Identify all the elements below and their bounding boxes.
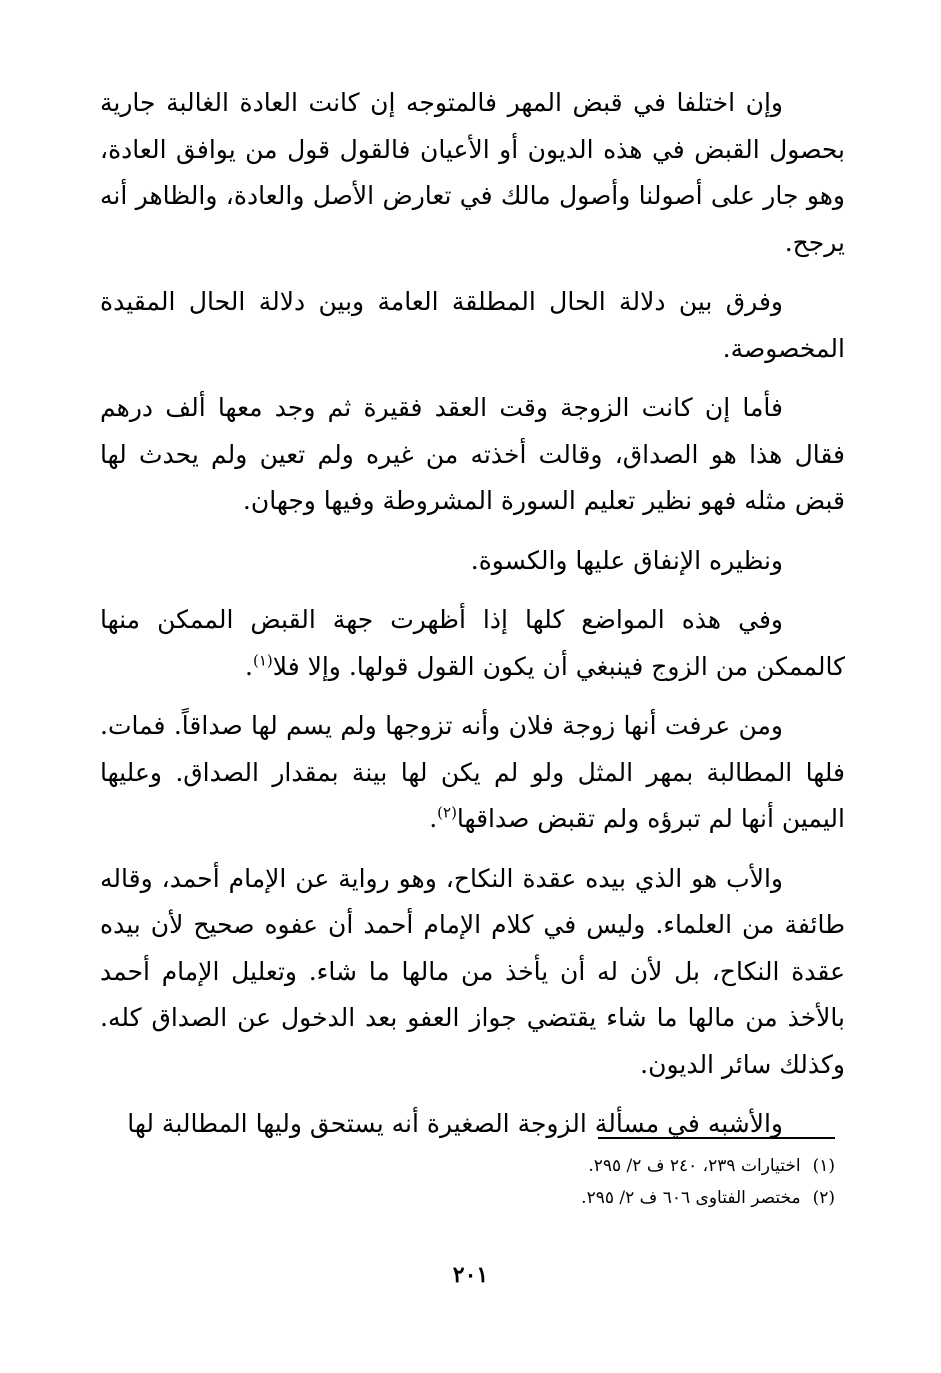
paragraph-text: وإن اختلفا في قبض المهر فالمتوجه إن كانت العادة الغالبة جارية بحصول القبض في هذه الديون أو الأعيان فالقول قول من يوافق العادة، وهو جار على أصولنا وأصول مالك في تعارض الأصل والعادة، والظاهر أنه يرجح. xyxy=(100,88,845,257)
main-text xyxy=(100,80,845,1161)
paragraph-text: والأشبه في مسألة الزوجة الصغيرة أنه يستحق وليها المطالبة لها xyxy=(127,1109,783,1138)
footnote-1 xyxy=(300,1150,835,1182)
footnote-text: مختصر الفتاوى ٦٠٦ ف ٢/ ٢٩٥. xyxy=(581,1188,801,1208)
footnote-text: اختيارات ٢٣٩، ٢٤٠ ف ٢/ ٢٩٥. xyxy=(588,1156,801,1176)
paragraph-4 xyxy=(100,538,845,585)
paragraph-text: وفي هذه المواضع كلها إذا أظهرت جهة القبض الممكن منها كالممكن من الزوج فينبغي أن يكون القول قولها. وإلا فلا xyxy=(100,605,845,681)
paragraph-text: ومن عرفت أنها زوجة فلان وأنه تزوجها ولم يسم لها صداقاً. فمات. فلها المطالبة بمهر المثل ولو لم يكن لها بينة بمقدار الصداق. وعليها اليمين أنها لم تبرؤه ولم تقبض صداقها xyxy=(100,711,845,833)
paragraph-1 xyxy=(100,80,845,266)
paragraph-8 xyxy=(100,1101,845,1148)
paragraph-5 xyxy=(100,597,845,690)
paragraph-7 xyxy=(100,856,845,1089)
paragraph-text-end: . xyxy=(245,651,253,681)
paragraph-2 xyxy=(100,279,845,372)
footnote-number: (٢) xyxy=(812,1188,835,1208)
footnote-ref-1: (١) xyxy=(253,651,273,670)
page-number: ٢٠١ xyxy=(452,1262,489,1288)
footnotes xyxy=(300,1150,835,1214)
paragraph-3 xyxy=(100,385,845,525)
footnote-number: (١) xyxy=(812,1156,835,1176)
footnote-ref-2: (٢) xyxy=(437,803,457,822)
paragraph-text: وفرق بين دلالة الحال المطلقة العامة وبين دلالة الحال المقيدة المخصوصة. xyxy=(100,287,845,363)
paragraph-text: فأما إن كانت الزوجة وقت العقد فقيرة ثم وجد معها ألف درهم فقال هذا هو الصداق، وقالت أخذته من غيره ولم تعين ولم يحدث لها قبض مثله فهو نظير تعليم السورة المشروطة وفيها وجهان. xyxy=(100,393,845,515)
paragraph-text: والأب هو الذي بيده عقدة النكاح، وهو رواية عن الإمام أحمد، وقاله طائفة من العلماء. وليس في كلام الإمام أحمد أن عفوه صحيح لأن بيده عقدة النكاح، بل لأن له أن يأخذ من مالها ما شاء. وتعليل الإمام أحمد بالأخذ من مالها ما شاء يقتضي جواز العفو بعد الدخول عن الصداق كله. وكذلك سائر الديون. xyxy=(100,863,845,1079)
footnote-divider xyxy=(598,1137,835,1139)
paragraph-text: ونظيره الإنفاق عليها والكسوة. xyxy=(470,545,783,575)
paragraph-text-end: . xyxy=(429,804,438,833)
paragraph-6 xyxy=(100,703,845,843)
footnote-2 xyxy=(300,1182,835,1214)
